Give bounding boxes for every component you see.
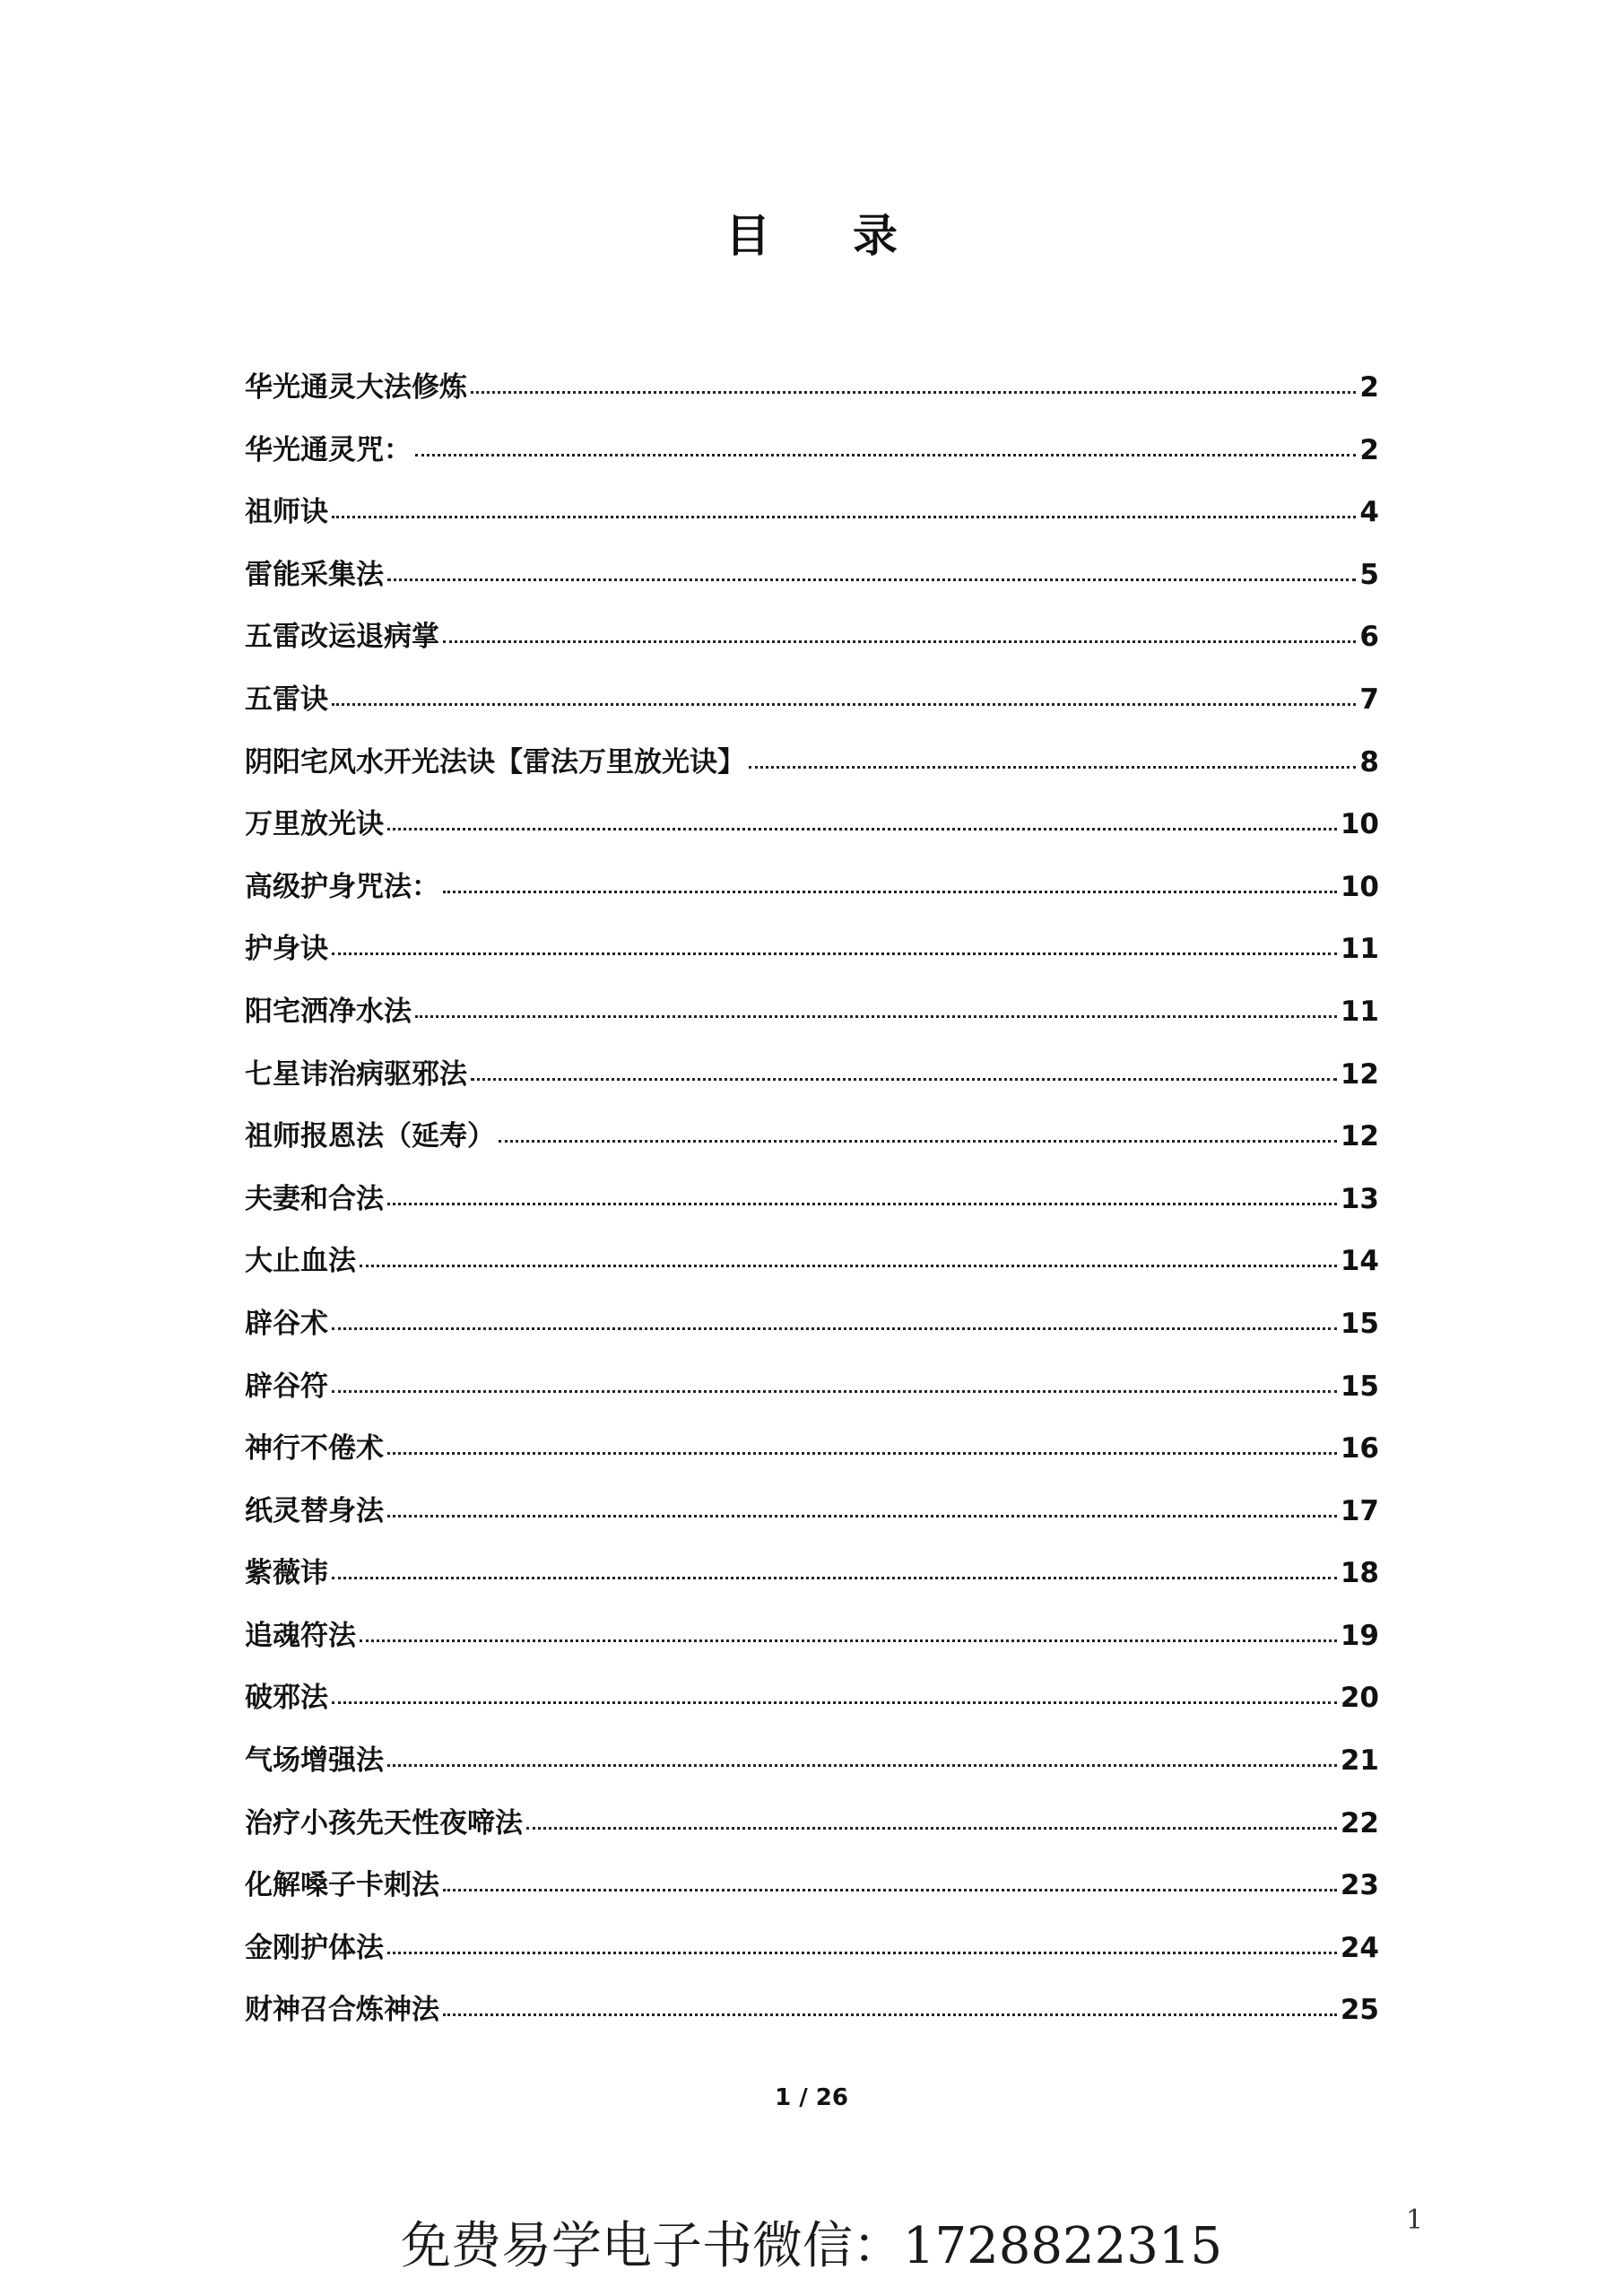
toc-entry[interactable] — [245, 1855, 1379, 1918]
toc-entry-title: 大止血法 — [245, 1245, 356, 1278]
toc-entry[interactable] — [245, 1106, 1379, 1169]
toc-entry-title: 辟谷符 — [245, 1370, 328, 1403]
toc-entry-title: 阴阳宅风水开光法诀【雷法万里放光诀】 — [245, 745, 745, 778]
toc-entry[interactable] — [245, 669, 1379, 732]
toc-entry-title: 阳宅洒净水法 — [245, 995, 412, 1028]
toc-entry-title: 万里放光诀 — [245, 808, 384, 841]
toc-entry-title: 治疗小孩先天性夜啼法 — [245, 1806, 523, 1839]
toc-entry-title: 财神召合炼神法 — [245, 1994, 439, 2027]
toc-entry[interactable] — [245, 1730, 1379, 1793]
dot-leader — [471, 1078, 1337, 1081]
toc-entry[interactable] — [245, 544, 1379, 607]
toc-entry[interactable] — [245, 857, 1379, 919]
toc-entry-page: 6 — [1359, 621, 1379, 654]
dot-leader — [471, 391, 1356, 394]
toc-entry-page: 19 — [1340, 1619, 1379, 1652]
toc-entry[interactable] — [245, 1481, 1379, 1544]
toc-entry-page: 12 — [1340, 1120, 1379, 1153]
toc-entry-title: 金刚护体法 — [245, 1931, 384, 1964]
toc-entry-title: 夫妻和合法 — [245, 1182, 384, 1215]
dot-leader — [387, 1515, 1337, 1518]
toc-entry-title: 七星讳治病驱邪法 — [245, 1057, 467, 1091]
toc-entry-title: 祖师诀 — [245, 496, 328, 529]
page-counter: 1 / 26 — [775, 2084, 848, 2111]
toc-entry-title: 破邪法 — [245, 1682, 328, 1715]
dot-leader — [332, 703, 1356, 706]
dot-leader — [387, 1952, 1337, 1954]
toc-entry[interactable] — [245, 482, 1379, 544]
toc-entry-page: 15 — [1340, 1307, 1379, 1340]
toc-entry-title: 祖师报恩法（延寿） — [245, 1120, 495, 1153]
toc-entry-page: 12 — [1340, 1057, 1379, 1091]
dot-leader — [387, 578, 1356, 581]
dot-leader — [415, 1015, 1337, 1018]
dot-leader — [443, 1889, 1337, 1892]
dot-leader — [360, 1639, 1337, 1642]
toc-entry-title: 五雷诀 — [245, 683, 328, 716]
toc-entry[interactable] — [245, 357, 1379, 420]
watermark-text: 免费易学电子书微信：1728822315 — [400, 2217, 1223, 2275]
corner-page-number: 1 — [1406, 2205, 1424, 2236]
toc-entry[interactable] — [245, 1169, 1379, 1231]
toc-entry[interactable] — [245, 1793, 1379, 1856]
toc-entry-title: 五雷改运退病掌 — [245, 621, 439, 654]
toc-entry[interactable] — [245, 1605, 1379, 1668]
page-title: 目录 — [725, 210, 980, 262]
toc-entry-page: 25 — [1340, 1994, 1379, 2027]
dot-leader — [387, 1764, 1337, 1767]
toc-entry-page: 11 — [1340, 933, 1379, 966]
toc-entry-page: 10 — [1340, 808, 1379, 841]
toc-entry-page: 18 — [1340, 1557, 1379, 1590]
toc-entry-page: 4 — [1359, 496, 1379, 529]
dot-leader — [415, 454, 1356, 457]
toc-entry-title: 化解嗓子卡刺法 — [245, 1869, 439, 1902]
table-of-contents — [245, 357, 1379, 2042]
dot-leader — [443, 891, 1337, 893]
toc-entry[interactable] — [245, 918, 1379, 981]
toc-entry[interactable] — [245, 1667, 1379, 1730]
toc-entry-page: 5 — [1359, 558, 1379, 591]
dot-leader — [332, 1390, 1337, 1393]
dot-leader — [387, 828, 1337, 831]
toc-entry-page: 2 — [1359, 371, 1379, 404]
toc-entry-title: 气场增强法 — [245, 1744, 384, 1778]
toc-entry-title: 护身诀 — [245, 933, 328, 966]
dot-leader — [332, 516, 1356, 518]
toc-entry[interactable] — [245, 1918, 1379, 1980]
toc-entry[interactable] — [245, 1418, 1379, 1481]
toc-entry-page: 17 — [1340, 1494, 1379, 1527]
dot-leader — [526, 1827, 1337, 1830]
toc-entry[interactable] — [245, 1044, 1379, 1107]
toc-entry[interactable] — [245, 420, 1379, 483]
dot-leader — [387, 1452, 1337, 1455]
toc-entry-title: 神行不倦术 — [245, 1432, 384, 1465]
toc-entry[interactable] — [245, 1979, 1379, 2042]
dot-leader — [387, 1203, 1337, 1205]
toc-entry-page: 20 — [1340, 1682, 1379, 1715]
toc-entry-page: 15 — [1340, 1370, 1379, 1403]
dot-leader — [332, 1701, 1337, 1704]
toc-entry-page: 23 — [1340, 1869, 1379, 1902]
toc-entry-title: 华光通灵咒： — [245, 433, 412, 466]
toc-entry[interactable] — [245, 732, 1379, 795]
toc-entry[interactable] — [245, 1293, 1379, 1356]
toc-entry-page: 8 — [1359, 745, 1379, 778]
toc-entry-page: 22 — [1340, 1806, 1379, 1839]
toc-entry-title: 纸灵替身法 — [245, 1494, 384, 1527]
toc-entry[interactable] — [245, 1231, 1379, 1293]
toc-entry-title: 雷能采集法 — [245, 558, 384, 591]
toc-entry[interactable] — [245, 1543, 1379, 1605]
toc-entry[interactable] — [245, 981, 1379, 1044]
toc-entry-title: 紫薇讳 — [245, 1557, 328, 1590]
dot-leader — [443, 640, 1356, 643]
dot-leader — [443, 2013, 1337, 2016]
dot-leader — [749, 766, 1356, 769]
toc-entry-page: 7 — [1359, 683, 1379, 716]
toc-entry-title: 高级护身咒法： — [245, 870, 439, 903]
toc-entry-page: 11 — [1340, 995, 1379, 1028]
dot-leader — [360, 1265, 1337, 1267]
dot-leader — [332, 1577, 1337, 1579]
dot-leader — [499, 1140, 1337, 1143]
toc-entry-title: 追魂符法 — [245, 1619, 356, 1652]
dot-leader — [332, 952, 1337, 955]
toc-entry-page: 21 — [1340, 1744, 1379, 1778]
dot-leader — [332, 1327, 1337, 1330]
toc-entry-page: 2 — [1359, 433, 1379, 466]
toc-entry-page: 10 — [1340, 870, 1379, 903]
toc-entry-page: 13 — [1340, 1182, 1379, 1215]
toc-entry-title: 华光通灵大法修炼 — [245, 371, 467, 404]
toc-entry[interactable] — [245, 794, 1379, 857]
toc-entry[interactable] — [245, 606, 1379, 669]
toc-entry-page: 16 — [1340, 1432, 1379, 1465]
toc-entry-title: 辟谷术 — [245, 1307, 328, 1340]
toc-entry[interactable] — [245, 1356, 1379, 1419]
toc-entry-page: 24 — [1340, 1931, 1379, 1964]
toc-entry-page: 14 — [1340, 1245, 1379, 1278]
